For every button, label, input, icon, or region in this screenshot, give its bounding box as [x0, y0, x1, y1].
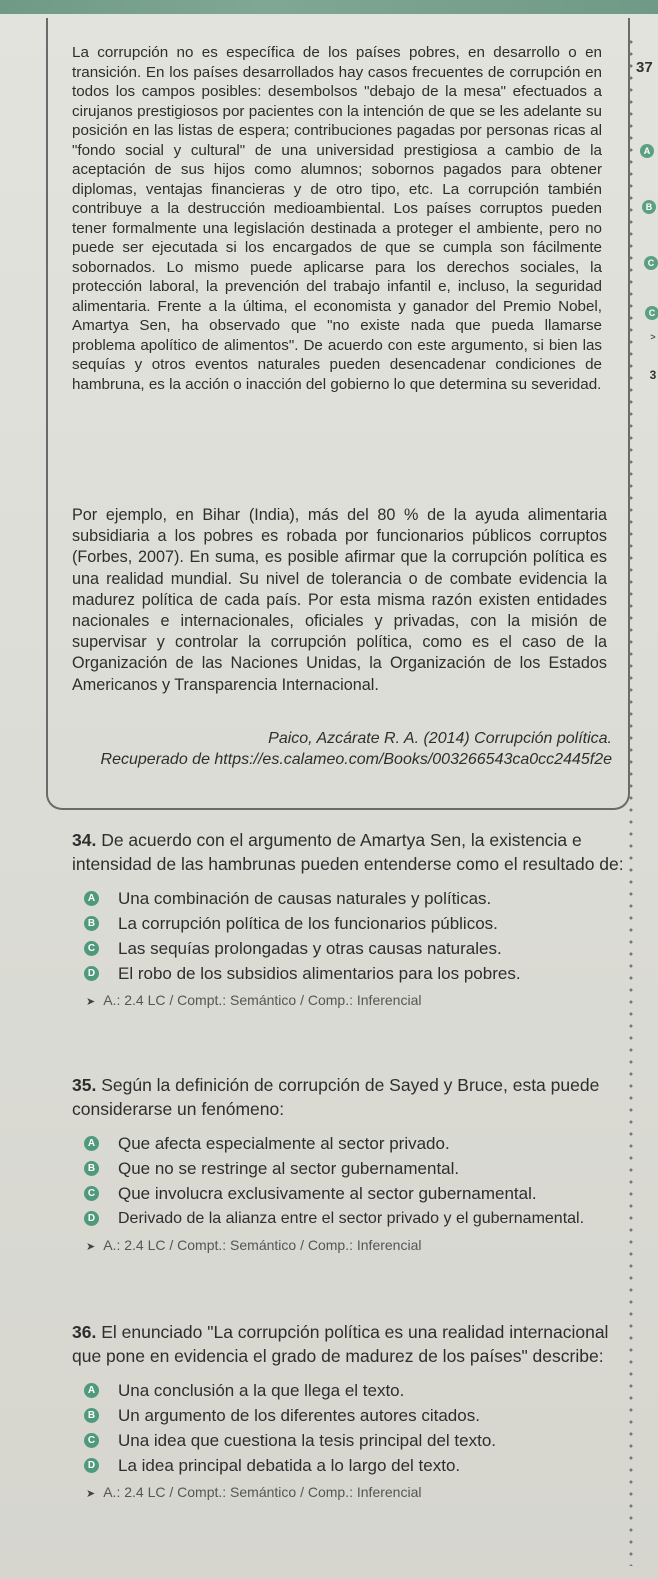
question-35: [72, 1073, 632, 1253]
margin-letter-c-2: C: [645, 306, 658, 320]
answer-options: [72, 1131, 632, 1231]
question-number: 35.: [72, 1075, 97, 1095]
question-metadata: ➤ A.: 2.4 LC / Compt.: Semántico / Comp.: Inferencial: [86, 1237, 422, 1253]
citation: [90, 728, 612, 770]
arrow-icon: ➤: [86, 1488, 96, 1500]
answer-options: [72, 1378, 632, 1478]
option-text: La idea principal debatida a lo largo del texto.: [118, 1456, 461, 1475]
option-letter-badge: A: [84, 891, 99, 906]
margin-number: 3: [649, 368, 657, 382]
page-number: 37: [636, 59, 653, 76]
arrow-icon: ➤: [86, 1241, 96, 1253]
option-text: La corrupción política de los funcionarios públicos.: [118, 914, 498, 933]
option-letter-badge: A: [84, 1136, 99, 1151]
margin-letter-c: C: [644, 256, 658, 270]
option-text: El robo de los subsidios alimentarios para los pobres.: [118, 964, 521, 983]
option-text: Una conclusión a la que llega el texto.: [118, 1381, 405, 1400]
option-b[interactable]: [72, 911, 632, 936]
question-34: [72, 828, 632, 1008]
option-letter-badge: B: [84, 1408, 99, 1423]
option-c[interactable]: [72, 936, 632, 961]
question-36: [72, 1320, 632, 1500]
option-b[interactable]: [72, 1403, 632, 1428]
question-number: 36.: [72, 1322, 97, 1342]
option-text: Una idea que cuestiona la tesis principal del texto.: [118, 1431, 497, 1450]
option-d[interactable]: [72, 1453, 632, 1478]
question-number: 34.: [72, 830, 97, 850]
answer-options: [72, 886, 632, 986]
option-letter-badge: C: [84, 1433, 99, 1448]
question-stem: De acuerdo con el argumento de Amartya Sen, la existencia e intensidad de las hambrunas pueden entenderse como el resultado de:: [72, 830, 624, 874]
option-letter-badge: B: [84, 1161, 99, 1176]
question-metadata: ➤ A.: 2.4 LC / Compt.: Semántico / Comp.: Inferencial: [86, 992, 422, 1008]
citation-line-1: Paico, Azcárate R. A. (2014) Corrupción política.: [268, 730, 612, 747]
margin-letter-b: B: [642, 200, 656, 214]
option-letter-badge: B: [84, 916, 99, 931]
question-stem: El enunciado "La corrupción política es una realidad internacional que pone en evidencia el grado de madurez de los países" describe:: [72, 1322, 609, 1366]
question-metadata: ➤ A.: 2.4 LC / Compt.: Semántico / Comp.: Inferencial: [86, 1484, 422, 1500]
option-text: Que involucra exclusivamente al sector gubernamental.: [118, 1184, 537, 1203]
option-b[interactable]: [72, 1156, 632, 1181]
option-letter-badge: A: [84, 1383, 99, 1398]
option-letter-badge: D: [84, 1458, 99, 1473]
option-letter-badge: D: [84, 966, 99, 981]
option-text: Derivado de la alianza entre el sector privado y el gubernamental.: [118, 1210, 585, 1227]
option-text: Un argumento de los diferentes autores citados.: [118, 1406, 480, 1425]
option-d[interactable]: [72, 1206, 632, 1231]
option-a[interactable]: [72, 886, 632, 911]
option-c[interactable]: [72, 1428, 632, 1453]
option-text: Que no se restringe al sector gubernamental.: [118, 1159, 460, 1178]
option-a[interactable]: [72, 1378, 632, 1403]
reading-paragraph-1: La corrupción no es específica de los países pobres, en desarrollo o en transición. En los países desarrollados hay casos frecuentes de corrupción en todos los campos posibles: desembolsos "debajo de la mesa" efectuados a cirujanos prestigiosos por pacientes con la intención de que se les adelante su posición en las listas de espera; contribuciones pagadas por personas ricas al "fondo social y cultural" de una universidad prestigiosa a cambio de la aceptación de sus hijos como alumnos; sobornos pagados para obtener diplomas, ventajas financieras y de otro tipo, etc. La corrupción también contribuye a la destrucción medioambiental. Los países corruptos pueden tener formalmente una legislación destinada a proteger el ambiente, pero no puede ser ejecutada si los encargados de que se cumpla son fácilmente sobornados. Lo mismo puede aplicarse para los derechos sociales, la protección laboral, la prevención del trabajo infantil e, incluso, la seguridad alimentaria. Frente a la última, el economista y ganador del Premio Nobel, Amartya Sen, ha observado que "no existe nada que pueda llamarse problema apolítico de alimentos". De acuerdo con este argumento, si bien las sequías y otros eventos naturales pueden desencadenar condiciones de hambruna, es la acción o inacción del gobierno lo que determina su severidad.: [72, 44, 602, 393]
arrow-icon: ➤: [86, 996, 96, 1008]
option-letter-badge: D: [84, 1211, 99, 1226]
option-letter-badge: C: [84, 1186, 99, 1201]
option-letter-badge: C: [84, 941, 99, 956]
option-text: Que afecta especialmente al sector privado.: [118, 1134, 450, 1153]
option-c[interactable]: [72, 1181, 632, 1206]
option-d[interactable]: [72, 961, 632, 986]
option-text: Las sequías prolongadas y otras causas naturales.: [118, 939, 502, 958]
option-a[interactable]: [72, 1131, 632, 1156]
reading-paragraph-2: Por ejemplo, en Bihar (India), más del 80 % de la ayuda alimentaria subsidiaria a los pobres es robada por funcionarios públicos corruptos (Forbes, 2007). En suma, es posible afirmar que la corrupción política es una realidad mundial. Su nivel de tolerancia o de combate evidencia la madurez política de cada país. Por esta misma razón existen entidades nacionales e internacionales, oficiales y privadas, con la misión de supervisar y controlar la corrupción política, como es el caso de la Organización de las Naciones Unidas, la Organización de los Estados Americanos y Transparencia Internacional.: [72, 506, 607, 694]
option-text: Una combinación de causas naturales y políticas.: [118, 889, 492, 908]
margin-letter-a: A: [640, 144, 654, 158]
question-stem: Según la definición de corrupción de Sayed y Bruce, esta puede considerarse un fenómeno:: [72, 1075, 600, 1119]
margin-chevron: >: [650, 332, 656, 342]
citation-line-2: Recuperado de https://es.calameo.com/Books/003266543ca0cc2445f2e: [100, 751, 612, 768]
